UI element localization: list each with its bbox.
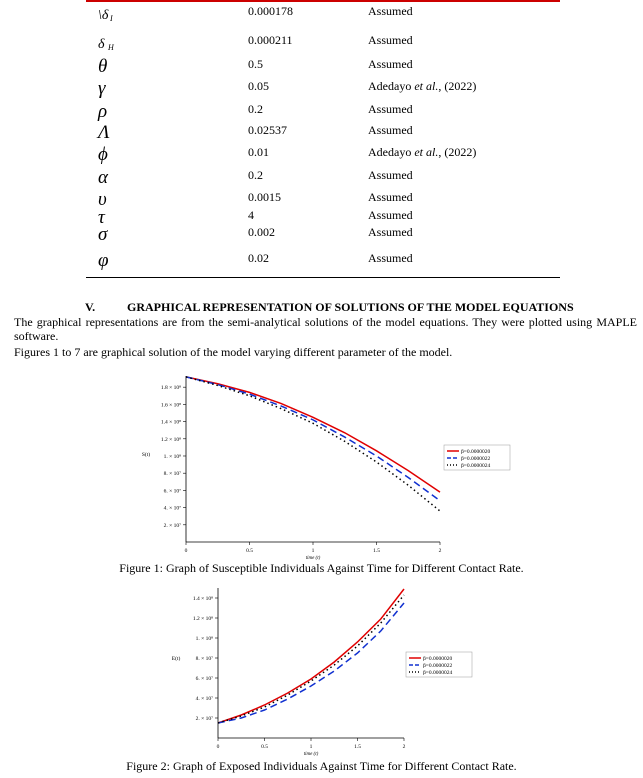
y-tick-label: 1.4 × 10⁸ xyxy=(160,419,181,426)
y-tick-label: 1.4 × 10⁸ xyxy=(192,596,213,602)
parameter-source: Assumed xyxy=(368,208,413,222)
section-title: GRAPHICAL REPRESENTATION OF SOLUTIONS OF THE MODEL EQUATIONS xyxy=(127,300,574,314)
y-tick-label: 1.6 × 10⁸ xyxy=(160,402,181,409)
x-tick-label: 1 xyxy=(311,548,315,554)
parameter-source: Assumed xyxy=(368,190,413,204)
parameter-row xyxy=(0,4,643,24)
parameter-symbol: δ xyxy=(98,37,105,52)
parameter-subscript: H xyxy=(108,43,114,52)
legend-label: β=0.0000020 xyxy=(461,449,491,455)
parameter-symbol: θ xyxy=(98,56,108,77)
parameter-source: Adedayo et al., (2022) xyxy=(368,145,477,159)
y-tick-label: 1.8 × 10⁸ xyxy=(160,385,181,392)
parameter-symbol: σ xyxy=(98,224,108,245)
legend-label: β=0.0000022 xyxy=(461,456,491,462)
y-tick-label: 2. × 10⁷ xyxy=(195,716,213,722)
table-top-rule xyxy=(86,0,560,2)
x-axis-label: time (t) xyxy=(305,556,321,561)
parameter-symbol: ϕ xyxy=(98,144,108,165)
parameter-row xyxy=(0,79,643,99)
parameter-row xyxy=(0,190,643,210)
y-tick-label: 8. × 10⁷ xyxy=(195,656,213,662)
figure-1-caption: Figure 1: Graph of Susceptible Individuals Against Time for Different Contact Rate. xyxy=(119,561,524,575)
figure-1-chart xyxy=(128,372,528,562)
parameter-row xyxy=(0,251,643,271)
series-line xyxy=(186,377,440,511)
y-tick-label: 1.2 × 10⁸ xyxy=(192,616,213,622)
series-line xyxy=(186,377,440,501)
parameter-row xyxy=(0,168,643,188)
x-tick-label: 1.5 xyxy=(354,744,361,750)
y-tick-label: 1. × 10⁸ xyxy=(195,636,213,642)
legend-label: β=0.0000024 xyxy=(461,463,491,469)
y-axis-label: E(t) xyxy=(171,656,181,662)
legend-label: β=0.0000024 xyxy=(423,670,453,676)
parameter-value: 0.5 xyxy=(248,57,263,71)
parameter-value: 0.02 xyxy=(248,251,269,265)
parameter-source: Assumed xyxy=(368,57,413,71)
x-tick-label: 1.5 xyxy=(373,548,380,554)
parameter-subscript: I xyxy=(110,14,113,23)
parameter-symbol: ρ xyxy=(98,101,108,122)
parameter-value: 0.002 xyxy=(248,225,275,239)
figures-paragraph: Figures 1 to 7 are graphical solution of the model varying different parameter of the model. xyxy=(14,345,453,359)
parameter-row xyxy=(0,123,643,143)
parameter-value: 0.01 xyxy=(248,145,269,159)
parameter-source: Assumed xyxy=(368,168,413,182)
parameter-source: Assumed xyxy=(368,4,413,18)
parameter-row xyxy=(0,33,643,53)
table-bottom-rule xyxy=(86,277,560,278)
parameter-value: 0.0015 xyxy=(248,190,281,204)
parameter-symbol: τ xyxy=(98,207,105,228)
x-tick-label: 1 xyxy=(309,744,313,750)
x-tick-label: 0.5 xyxy=(261,744,268,750)
parameter-symbol: φ xyxy=(98,250,109,271)
parameter-symbol: γ xyxy=(98,78,106,99)
figure-2-chart xyxy=(160,580,500,760)
section-heading xyxy=(85,300,574,315)
parameter-source: Assumed xyxy=(368,251,413,265)
parameter-row xyxy=(0,102,643,122)
parameter-source: Assumed xyxy=(368,225,413,239)
parameter-value: 0.000211 xyxy=(248,33,293,47)
series-line xyxy=(218,603,404,723)
parameter-value: 0.05 xyxy=(248,79,269,93)
parameter-source: Assumed xyxy=(368,123,413,137)
parameter-source: Assumed xyxy=(368,102,413,116)
section-number: V. xyxy=(85,300,96,314)
x-tick-label: 0 xyxy=(184,548,188,554)
parameter-value: 0.02537 xyxy=(248,123,287,137)
x-axis-label: time (t) xyxy=(303,752,319,757)
x-tick-label: 0.5 xyxy=(246,548,253,554)
intro-paragraph: The graphical representations are from the semi-analytical solutions of the model equations. They were plotted using MAPLE software. xyxy=(14,315,637,343)
y-tick-label: 6. × 10⁷ xyxy=(163,488,181,495)
y-tick-label: 2. × 10⁷ xyxy=(163,522,181,529)
x-tick-label: 0 xyxy=(216,744,220,750)
parameter-source: Assumed xyxy=(368,33,413,47)
y-tick-label: 4. × 10⁷ xyxy=(195,696,213,702)
x-tick-label: 2 xyxy=(438,548,442,554)
parameter-row xyxy=(0,225,643,245)
y-tick-label: 4. × 10⁷ xyxy=(163,505,181,512)
parameter-value: 0.2 xyxy=(248,168,263,182)
parameter-value: 0.2 xyxy=(248,102,263,116)
y-tick-label: 8. × 10⁷ xyxy=(163,471,181,478)
parameter-row xyxy=(0,145,643,165)
legend-label: β=0.0000020 xyxy=(423,656,453,662)
y-tick-label: 6. × 10⁷ xyxy=(195,676,213,682)
y-tick-label: 1. × 10⁸ xyxy=(163,453,181,460)
parameter-symbol: \δ xyxy=(98,8,109,23)
series-line xyxy=(218,589,404,723)
x-tick-label: 2 xyxy=(402,744,406,750)
series-line xyxy=(218,595,404,723)
parameter-value: 0.000178 xyxy=(248,4,293,18)
legend-label: β=0.0000022 xyxy=(423,663,453,669)
parameter-source: Adedayo et al., (2022) xyxy=(368,79,477,93)
parameter-symbol: υ xyxy=(98,189,107,210)
parameter-row xyxy=(0,57,643,77)
parameter-symbol: α xyxy=(98,167,108,188)
parameter-value: 4 xyxy=(248,208,254,222)
y-axis-label: S(t) xyxy=(141,452,151,458)
figure-2-caption: Figure 2: Graph of Exposed Individuals Against Time for Different Contact Rate. xyxy=(126,759,517,773)
parameter-symbol: Λ xyxy=(98,122,110,143)
series-line xyxy=(186,377,440,492)
y-tick-label: 1.2 × 10⁸ xyxy=(160,436,181,443)
